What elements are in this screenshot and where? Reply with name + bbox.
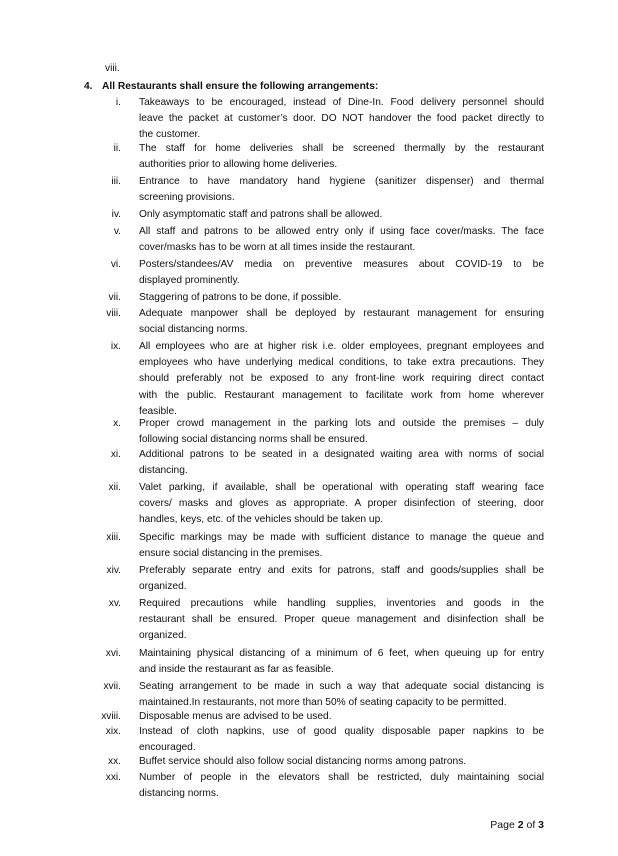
item-text-line: Adequate manpower shall be deployed by restaurant management for ensuring [139, 308, 544, 319]
item-text-line: The staff for home deliveries shall be screened thermally by the restaurant [139, 143, 544, 154]
item-text-line: All staff and patrons to be allowed entry only if using face cover/masks. The face [139, 226, 544, 237]
item-text-line: Only asymptomatic staff and patrons shall be allowed. [139, 209, 383, 220]
item-text-line: leave the packet at customer’s door. DO NOT handover the food packet directly to [139, 113, 544, 125]
item-number: xv. [108, 598, 121, 609]
item-number: viii. [106, 308, 121, 319]
item-text-line: covers/ masks and gloves as appropriate. A proper disinfection of steering, door [139, 498, 544, 510]
item-text-line: employees who have underlying medical conditions, to take extra precautions. They [139, 357, 544, 369]
item-number: vii. [108, 292, 121, 303]
item-number: xiv. [106, 565, 121, 576]
item-number: xi. [110, 449, 121, 460]
item-text-line: organized. [139, 581, 187, 593]
item-text-line: cover/masks has to be worn at all times inside the restaurant. [139, 242, 416, 254]
item-number: xxi. [105, 772, 121, 783]
item-text-line: Instead of cloth napkins, use of good quality disposable paper napkins to be [139, 726, 544, 737]
item-text-line: authorities prior to allowing home deliveries. [139, 159, 338, 171]
item-text-line: All employees who are at higher risk i.e. older employees, pregnant employees and [139, 341, 544, 352]
item-text-line: the customer. [139, 129, 201, 141]
item-text-line: distancing. [139, 465, 188, 477]
item-number: ix. [110, 341, 121, 352]
item-number: xx. [107, 756, 121, 767]
item-number: xii. [108, 482, 121, 493]
item-text-line: Specific markings may be made with sufficient distance to manage the queue and [139, 532, 544, 543]
item-text-line: Additional patrons to be seated in a designated waiting area with norms of social [139, 449, 544, 460]
item-text-line: Proper crowd management in the parking lots and outside the premises – duly [139, 418, 544, 429]
footer-total-pages: 3 [538, 819, 544, 831]
item-text-line: should preferably not be exposed to any front-line work requiring direct contact [139, 373, 544, 385]
item-text-line: Maintaining physical distancing of a minimum of 6 feet, when queuing up for entry [139, 648, 544, 659]
item-text-line: Valet parking, if available, shall be operational with operating staff wearing face [139, 482, 544, 493]
item-text-line: Takeaways to be encouraged, instead of Dine-In. Food delivery personnel should [139, 97, 544, 108]
section-number: 4. [84, 81, 93, 92]
item-text-line: Staggering of patrons to be done, if possible. [139, 292, 342, 303]
section-title: All Restaurants shall ensure the following arrangements: [102, 81, 379, 92]
item-number: xvi. [105, 648, 121, 659]
footer-current-page: 2 [517, 819, 524, 831]
item-number: xiii. [106, 532, 121, 543]
item-text-line: with the public. Restaurant management to facilitate work from home wherever [139, 389, 544, 401]
item-text-line: restaurant shall be ensured. Proper queue management and disinfection shall be [139, 614, 544, 626]
item-number: i. [115, 97, 121, 108]
item-number: xvii. [103, 681, 121, 692]
item-number: xix. [105, 726, 121, 737]
item-number: ii. [113, 143, 121, 154]
item-text-line: screening provisions. [139, 192, 235, 204]
item-text-line: Preferably separate entry and exits for patrons, staff and goods/supplies shall be [139, 565, 544, 576]
footer-separator: of [523, 819, 539, 831]
item-text-line: feasible. [139, 405, 177, 417]
item-text-line: Seating arrangement to be made in such a way that adequate social distancing is [139, 681, 544, 692]
item-number: vi. [110, 259, 121, 270]
page-footer [490, 818, 544, 832]
item-text-line: social distancing norms. [139, 324, 248, 336]
item-text-line: Number of people in the elevators shall be restricted, duly maintaining social [139, 772, 544, 783]
item-number: xviii. [101, 711, 121, 722]
item-text-line: displayed prominently. [139, 275, 240, 287]
item-number: iv. [111, 209, 121, 220]
item-text-line: encouraged. [139, 742, 196, 754]
item-text-line: Buffet service should also follow social distancing norms among patrons. [139, 756, 467, 767]
item-number: v. [113, 226, 121, 237]
item-text-line: following social distancing norms shall be ensured. [139, 434, 368, 446]
item-text-line: distancing norms. [139, 788, 219, 800]
item-number: x. [113, 418, 121, 429]
footer-prefix: Page [490, 819, 518, 831]
item-text-line: Posters/standees/AV media on preventive measures about COVID-19 to be [139, 259, 544, 270]
item-text-line: ensure social distancing in the premises. [139, 548, 323, 560]
item-number: iii. [111, 176, 121, 187]
top-item-number: viii. [105, 63, 120, 74]
item-text-line: handles, keys, etc. of the vehicles should be taken up. [139, 514, 384, 526]
item-text-line: maintained.In restaurants, not more than 50% of seating capacity to be permitted. [139, 697, 507, 709]
item-text-line: Entrance to have mandatory hand hygiene (sanitizer dispenser) and thermal [139, 176, 544, 187]
item-text-line: Disposable menus are advised to be used. [139, 711, 332, 722]
item-text-line: organized. [139, 630, 187, 642]
item-text-line: and inside the restaurant as far as feasible. [139, 664, 334, 676]
item-text-line: Required precautions while handling supplies, inventories and goods in the [139, 598, 544, 609]
